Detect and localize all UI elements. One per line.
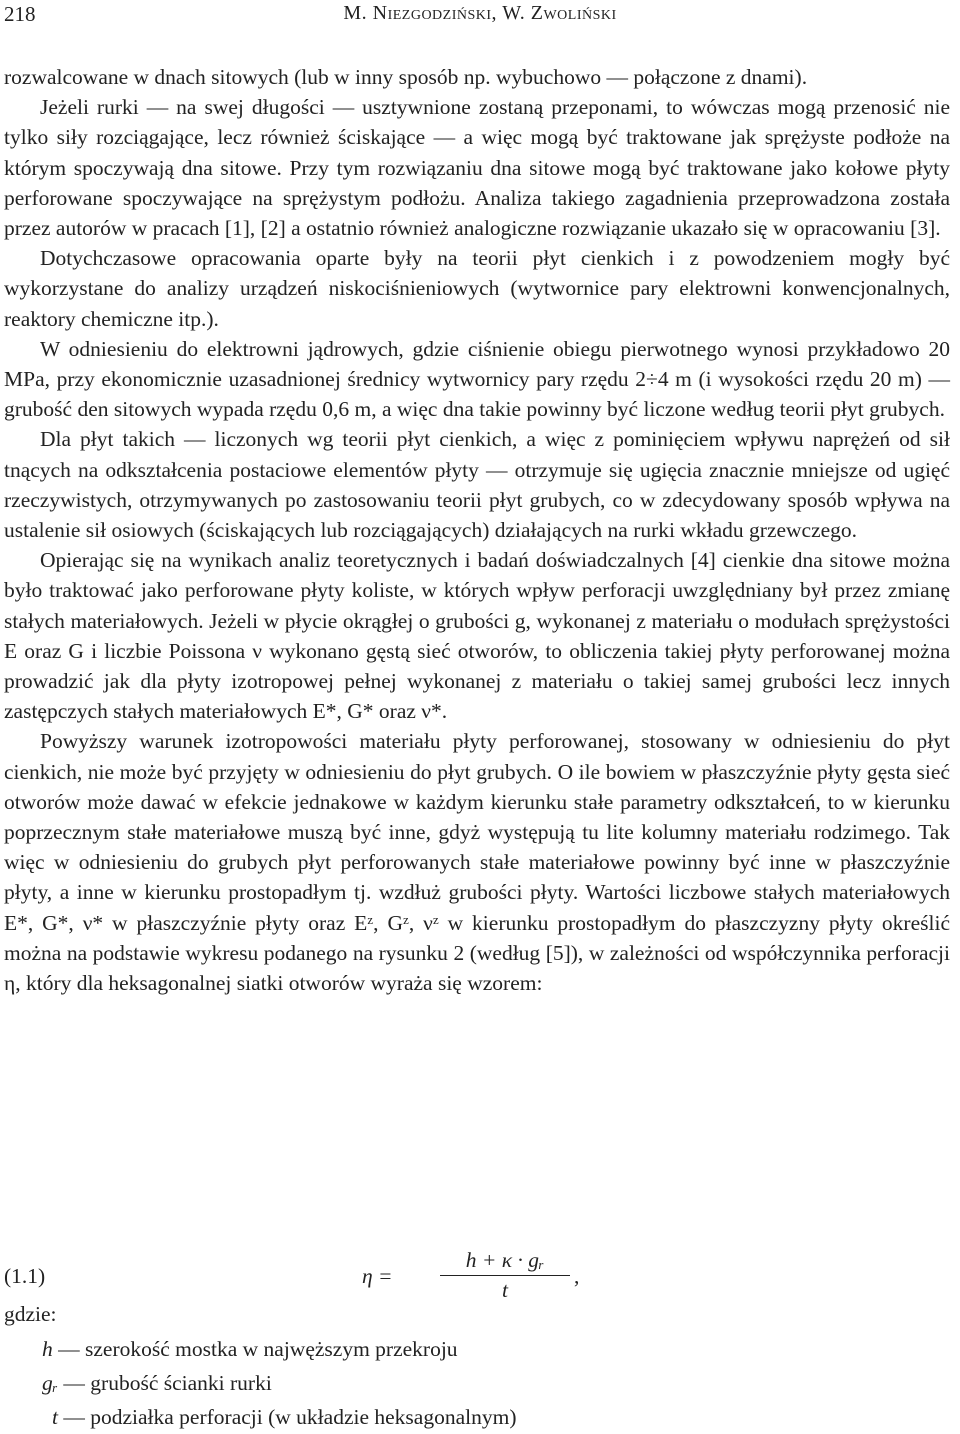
equation-denominator: t (502, 1278, 508, 1302)
body-text (4, 62, 950, 998)
equation-trailing: , (574, 1264, 580, 1288)
definition-symbol: gᵣ (42, 1371, 59, 1395)
paragraph: Dla płyt takich — liczonych wg teorii płyt cienkich, a więc z pominięciem wpływu naprężeń od sił tnących na odkształcenia postaciowe elementów płyty — otrzymuje się ugięcia znacznie mniejsze od ugięć rzeczywistych, otrzymywanych po zastosowaniu teorii płyt grubych, co w zdecydowany sposób wpływa na ustalenie sił osiowych (ściskających lub rozciągających) działających na rurki wkładu grzewczego. (4, 427, 950, 543)
paragraph: Powyższy warunek izotropowości materiału płyty perforowanej, stosowany w odniesieniu do płyt cienkich, nie może być przyjęty w odniesieniu do płyt grubych. O ile bowiem w płaszczyźnie płyty gęsta sieć otworów może dawać w efekcie jednakowe w każdym kierunku stałe parametry odkształceń, to w kierunku poprzecznym stałe materiałowe muszą być inne, gdyż występują tu lite kolumny materiału rodzimego. Tak więc w odniesieniu do grubych płyt perforowanych stałe materiałowe powinny być inne w płaszczyźnie płyty, a inne w kierunku prostopadłym tj. wzdłuż grubości płyty. Wartości liczbowe stałych materiałowych E*, G*, ν* w płaszczyźnie płyty oraz Eᶻ, Gᶻ, νᶻ w kierunku prostopadłym do płaszczyzny płyty określić można na podstawie wykresu podanego na rysunku 2 (według [5]), w zależności od współczynnika perforacji η, który dla heksagonalnej siatki otworów wyraża się wzorem: (4, 729, 950, 996)
definition-text: — grubość ścianki rurki (63, 1371, 272, 1395)
paragraph: Opierając się na wynikach analiz teoretycznych i badań doświadczalnych [4] cienkie dna sitowe można było traktować jako perforowane płyty koliste, w których wpływ perforacji uwzględniany był przez zmianę stałych materiałowych. Jeżeli w płycie okrągłej o grubości g, wykonanej z materiału o modułach sprężystości E oraz G i liczbie Poissona ν wykonano gęstą sieć otworów, to obliczenia takiej płyty perforowanej można prowadzić jak dla płyty izotropowej pełnej wykonanej z materiału o takiej samej grubości lecz innych zastępczych stałych materiałowych E*, G* oraz ν*. (4, 548, 950, 724)
page-header (0, 0, 960, 36)
equation-1-1 (4, 1248, 950, 1312)
definition-text: — szerokość mostka w najwęższym przekroju (58, 1337, 458, 1361)
definition-row (4, 1366, 516, 1400)
definition-row (4, 1332, 516, 1366)
equation-fraction (440, 1248, 570, 1303)
paragraph: rozwalcowane w dnach sitowych (lub w inny sposób np. wybuchowo — połączone z dnami). (4, 65, 808, 89)
page-number: 218 (4, 2, 36, 26)
where-label: gdzie: (4, 1302, 57, 1326)
symbol-definitions (4, 1332, 516, 1434)
paragraph: Dotychczasowe opracowania oparte były na teorii płyt cienkich i z powodzeniem mogły być wykorzystane do analizy urządzeń niskociśnieniowych (wytwornice pary elektrowni konwencjonalnych, reaktory chemiczne itp.). (4, 246, 950, 331)
paragraph: W odniesieniu do elektrowni jądrowych, gdzie ciśnienie obiegu pierwotnego wynosi przykładowo 20 MPa, przy ekonomicznie uzasadnionej średnicy wytwornicy pary rzędu 2÷4 m (i wysokości rzędu 20 m) — grubość den sitowych wypada rzędu 0,6 m, a więc dna takie powinny być liczone według teorii płyt grubych. (4, 336, 950, 422)
definition-row (4, 1400, 516, 1434)
equation-lhs: η = (362, 1264, 393, 1288)
equation-numerator: h + κ · gᵣ (440, 1248, 570, 1276)
definition-text: — podziałka perforacji (w układzie heksagonalnym) (63, 1405, 517, 1429)
definition-symbol: t (52, 1405, 58, 1429)
running-head-authors: M. Niezgodziński, W. Zwoliński (343, 2, 617, 24)
equation-number: (1.1) (4, 1264, 46, 1288)
paragraph: Jeżeli rurki — na swej długości — usztywnione zostaną przeponami, to wówczas mogą przenosić nie tylko siły rozciągające, lecz również ściskające — a więc mogą być traktowane jak sprężyste podłoże na którym spoczywają dna sitowe. Przy tym rozwiązaniu dna sitowe mogą być traktowane jako kołowe płyty perforowane spoczywające na sprężystym podłożu. Analiza takiego zagadnienia przeprowadzona została przez autorów w pracach [1], [2] a ostatnio również analogiczne rozwiązanie ukazało się w opracowaniu [3]. (4, 95, 950, 241)
definition-symbol: h (42, 1337, 53, 1361)
